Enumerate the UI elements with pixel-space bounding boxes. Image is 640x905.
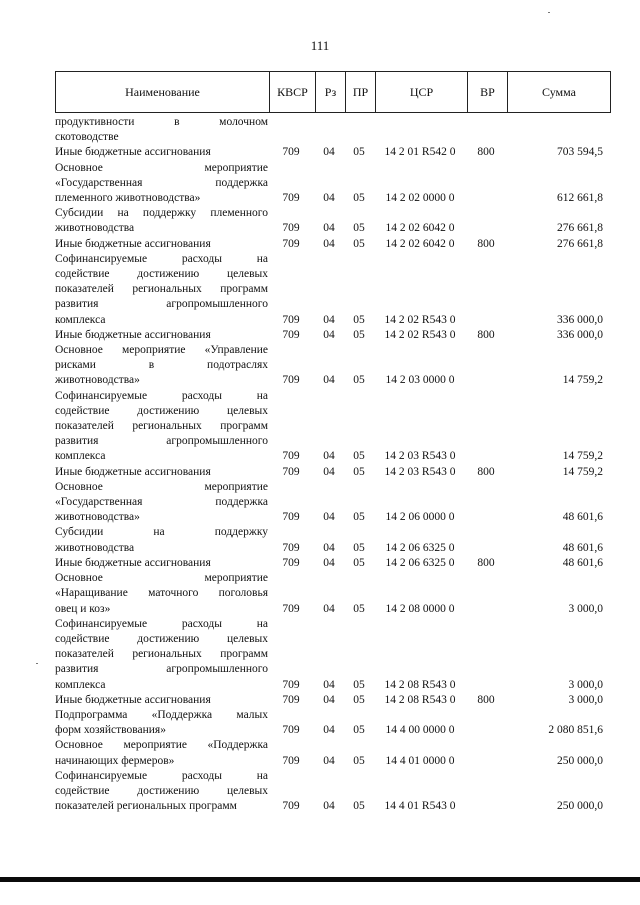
row-name-line: животноводства»: [55, 511, 140, 524]
row-rz: 04: [323, 222, 335, 235]
row-pr: 05: [353, 754, 365, 767]
row-name: [55, 708, 268, 738]
row-rz: 04: [323, 602, 335, 615]
row-csr: 14 2 03 R543 0: [384, 450, 456, 463]
row-name-line: развития агропромышленного: [55, 298, 268, 311]
row-kvsr: 709: [282, 511, 300, 524]
column-header-rz: Рз: [316, 72, 346, 112]
row-name: [55, 738, 268, 768]
row-name-line: Основное мероприятие: [55, 480, 268, 493]
row-name: [55, 115, 268, 145]
row-kvsr: 709: [282, 313, 300, 326]
table-row: [55, 252, 611, 328]
row-kvsr: 709: [282, 374, 300, 387]
row-rz: 04: [323, 724, 335, 737]
table-row: [55, 708, 611, 738]
row-name-line: Софинансируемые расходы на: [55, 769, 268, 782]
row-name: [55, 389, 268, 465]
row-vr: 800: [477, 556, 495, 569]
row-csr: 14 2 06 6325 0: [385, 556, 455, 569]
row-name-line: показателей региональных программ: [55, 800, 237, 813]
row-rz: 04: [323, 313, 335, 326]
row-csr: 14 2 08 R543 0: [384, 693, 456, 706]
row-name-line: Субсидии на поддержку племенного: [55, 207, 268, 220]
row-csr: 14 4 01 R543 0: [384, 800, 456, 813]
row-name-line: Иные бюджетные ассигнования: [55, 146, 211, 159]
row-sum: 612 661,8: [557, 192, 603, 205]
column-header-name: Наименование: [56, 72, 270, 112]
row-kvsr: 709: [282, 754, 300, 767]
row-csr: 14 2 03 R543 0: [384, 465, 456, 478]
row-rz: 04: [323, 328, 335, 341]
row-name-line: содействие достижению целевых: [55, 268, 268, 281]
row-csr: 14 2 06 0000 0: [385, 511, 455, 524]
row-name-line: форм хозяйствования»: [55, 724, 166, 737]
row-kvsr: 709: [282, 328, 300, 341]
table-row: [55, 556, 611, 571]
row-kvsr: 709: [282, 450, 300, 463]
column-header-csr: ЦСР: [376, 72, 468, 112]
column-header-vr: ВР: [468, 72, 508, 112]
row-name-line: показателей региональных программ: [55, 283, 268, 296]
row-name: [55, 206, 268, 236]
table-row: [55, 161, 611, 207]
row-rz: 04: [323, 192, 335, 205]
row-csr: 14 2 02 6042 0: [385, 237, 455, 250]
row-rz: 04: [323, 237, 335, 250]
row-sum: 276 661,8: [557, 237, 603, 250]
row-kvsr: 709: [282, 556, 300, 569]
row-name-line: «Государственная поддержка: [55, 176, 268, 189]
row-name-line: Основное мероприятие: [55, 572, 268, 585]
row-pr: 05: [353, 678, 365, 691]
row-kvsr: 709: [282, 541, 300, 554]
row-vr: 800: [477, 465, 495, 478]
row-rz: 04: [323, 556, 335, 569]
row-name: [55, 769, 268, 815]
table-row: [55, 465, 611, 480]
row-rz: 04: [323, 800, 335, 813]
row-name-line: Субсидии на поддержку: [55, 526, 268, 539]
row-csr: 14 2 02 6042 0: [385, 222, 455, 235]
row-csr: 14 2 02 R543 0: [384, 328, 456, 341]
scan-speck: [548, 12, 550, 13]
row-pr: 05: [353, 465, 365, 478]
row-sum: 3 000,0: [568, 602, 603, 615]
row-rz: 04: [323, 541, 335, 554]
row-rz: 04: [323, 465, 335, 478]
row-sum: 250 000,0: [557, 800, 603, 813]
row-kvsr: 709: [282, 222, 300, 235]
row-csr: 14 2 06 6325 0: [385, 541, 455, 554]
table-row: [55, 571, 611, 617]
table-row: [55, 525, 611, 555]
row-vr: 800: [477, 328, 495, 341]
row-pr: 05: [353, 192, 365, 205]
row-name: [55, 237, 268, 252]
row-name-line: показателей региональных программ: [55, 420, 268, 433]
row-name-line: Иные бюджетные ассигнования: [55, 693, 211, 706]
row-csr: 14 2 08 0000 0: [385, 602, 455, 615]
row-rz: 04: [323, 754, 335, 767]
row-sum: 14 759,2: [562, 465, 603, 478]
row-pr: 05: [353, 222, 365, 235]
row-csr: 14 4 01 0000 0: [385, 754, 455, 767]
row-name-line: Софинансируемые расходы на: [55, 252, 268, 265]
column-header-sum: Сумма: [542, 84, 576, 99]
row-name: [55, 617, 268, 693]
row-name-line: Иные бюджетные ассигнования: [55, 556, 211, 569]
row-name-line: Основное мероприятие «Управление: [55, 344, 268, 357]
row-sum: 250 000,0: [557, 754, 603, 767]
row-rz: 04: [323, 146, 335, 159]
row-name-line: Софинансируемые расходы на: [55, 617, 268, 630]
row-name-line: овец и коз»: [55, 602, 111, 615]
table-row: [55, 738, 611, 768]
row-name: [55, 693, 268, 708]
row-kvsr: 709: [282, 800, 300, 813]
row-csr: 14 2 08 R543 0: [384, 678, 456, 691]
row-name: [55, 161, 268, 207]
row-sum: 276 661,8: [557, 222, 603, 235]
table-row: [55, 206, 611, 236]
row-pr: 05: [353, 541, 365, 554]
row-pr: 05: [353, 374, 365, 387]
table-row: [55, 769, 611, 815]
table-row: [55, 328, 611, 343]
row-pr: 05: [353, 450, 365, 463]
scan-speck: [36, 663, 38, 664]
row-name-line: Подпрограмма «Поддержка малых: [55, 708, 268, 721]
row-csr: 14 2 03 0000 0: [385, 374, 455, 387]
row-name: [55, 465, 268, 480]
row-name: [55, 525, 268, 555]
row-kvsr: 709: [282, 465, 300, 478]
row-name-line: Иные бюджетные ассигнования: [55, 328, 211, 341]
row-csr: 14 2 02 R543 0: [384, 313, 456, 326]
row-csr: 14 2 01 R542 0: [384, 146, 456, 159]
row-rz: 04: [323, 511, 335, 524]
table-row: [55, 693, 611, 708]
row-kvsr: 709: [282, 237, 300, 250]
row-name-line: содействие достижению целевых: [55, 784, 268, 797]
column-header-pr: ПР: [346, 72, 376, 112]
row-name-line: Софинансируемые расходы на: [55, 389, 268, 402]
table-row: [55, 145, 611, 160]
row-kvsr: 709: [282, 192, 300, 205]
table-body: [55, 115, 611, 814]
row-kvsr: 709: [282, 678, 300, 691]
row-name-line: животноводства: [55, 541, 135, 554]
row-rz: 04: [323, 450, 335, 463]
row-kvsr: 709: [282, 146, 300, 159]
row-pr: 05: [353, 313, 365, 326]
row-name-line: развития агропромышленного: [55, 435, 268, 448]
table-row: [55, 617, 611, 693]
row-name-line: животноводства: [55, 222, 135, 235]
row-sum: 336 000,0: [557, 313, 603, 326]
row-pr: 05: [353, 328, 365, 341]
row-sum: 3 000,0: [568, 693, 603, 706]
row-rz: 04: [323, 678, 335, 691]
row-name-line: комплекса: [55, 450, 106, 463]
table-row: [55, 389, 611, 465]
row-name: [55, 556, 268, 571]
row-sum: 336 000,0: [557, 328, 603, 341]
row-sum: 48 601,6: [562, 511, 603, 524]
row-name: [55, 343, 268, 389]
scan-bottom-edge: [0, 877, 640, 882]
row-sum: 48 601,6: [562, 541, 603, 554]
row-sum: 3 000,0: [568, 678, 603, 691]
row-name-line: «Государственная поддержка: [55, 496, 268, 509]
row-pr: 05: [353, 237, 365, 250]
table-row: [55, 115, 611, 145]
row-name-line: скотоводстве: [55, 131, 119, 144]
row-name-line: племенного животноводства»: [55, 192, 201, 205]
table-header: [55, 71, 611, 113]
row-pr: 05: [353, 556, 365, 569]
row-name-line: Иные бюджетные ассигнования: [55, 237, 211, 250]
row-name-line: Иные бюджетные ассигнования: [55, 465, 211, 478]
row-name-line: развития агропромышленного: [55, 663, 268, 676]
row-name-line: содействие достижению целевых: [55, 632, 268, 645]
page-number: 111: [310, 38, 330, 53]
table-row: [55, 237, 611, 252]
table-row: [55, 480, 611, 526]
row-name: [55, 571, 268, 617]
row-name-line: Основное мероприятие: [55, 161, 268, 174]
row-name-line: Основное мероприятие «Поддержка: [55, 739, 268, 752]
row-sum: 2 080 851,6: [548, 724, 603, 737]
row-csr: 14 4 00 0000 0: [385, 724, 455, 737]
row-vr: 800: [477, 693, 495, 706]
row-pr: 05: [353, 511, 365, 524]
row-kvsr: 709: [282, 693, 300, 706]
row-kvsr: 709: [282, 724, 300, 737]
row-sum: 48 601,6: [562, 556, 603, 569]
row-pr: 05: [353, 693, 365, 706]
row-name-line: продуктивности в молочном: [55, 116, 268, 128]
row-kvsr: 709: [282, 602, 300, 615]
row-name-line: комплекса: [55, 313, 106, 326]
row-pr: 05: [353, 800, 365, 813]
row-name: [55, 252, 268, 328]
row-sum: 703 594,5: [557, 146, 603, 159]
row-pr: 05: [353, 602, 365, 615]
row-name: [55, 145, 268, 160]
row-csr: 14 2 02 0000 0: [385, 192, 455, 205]
table-row: [55, 343, 611, 389]
row-name-line: начинающих фермеров»: [55, 754, 175, 767]
column-header-kvsr: КВСР: [270, 72, 316, 112]
row-rz: 04: [323, 693, 335, 706]
row-name-line: рисками в подотраслях: [55, 359, 268, 372]
row-name-line: содействие достижению целевых: [55, 404, 268, 417]
row-name: [55, 480, 268, 526]
row-name-line: комплекса: [55, 678, 106, 691]
row-pr: 05: [353, 724, 365, 737]
row-pr: 05: [353, 146, 365, 159]
row-name: [55, 328, 268, 343]
row-name-line: «Наращивание маточного поголовья: [55, 587, 268, 600]
row-name-line: показателей региональных программ: [55, 648, 268, 661]
row-sum: 14 759,2: [562, 450, 603, 463]
row-sum: 14 759,2: [562, 374, 603, 387]
row-rz: 04: [323, 374, 335, 387]
row-vr: 800: [477, 237, 495, 250]
row-name-line: животноводства»: [55, 374, 140, 387]
row-vr: 800: [477, 146, 495, 159]
